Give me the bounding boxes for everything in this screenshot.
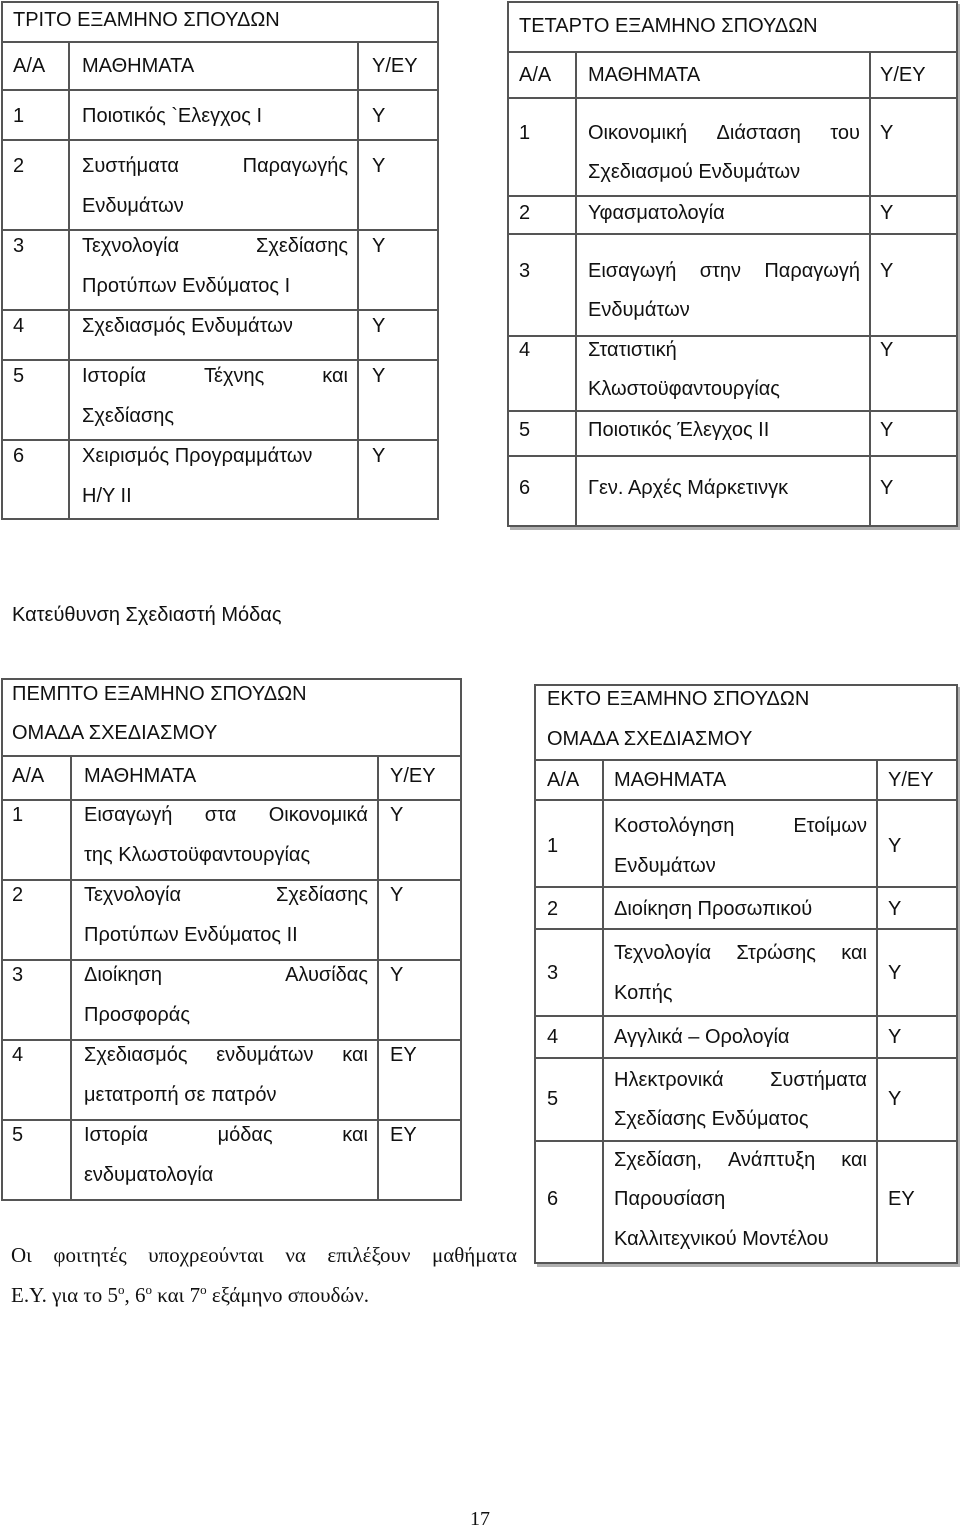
course-name: Σχεδιασμός ενδυμάτων και xyxy=(84,1044,368,1066)
course-name: Ηλεκτρονικά Συστήματα xyxy=(614,1069,867,1091)
course-type: ΕΥ xyxy=(390,1044,417,1066)
row-no: 5 xyxy=(13,365,25,387)
course-name-line2: Ενδυμάτων xyxy=(588,299,690,321)
header-no: Α/Α xyxy=(519,64,552,86)
row-no: 2 xyxy=(12,884,24,906)
header-courses: ΜΑΘΗΜΑΤΑ xyxy=(82,55,195,77)
course-type: Υ xyxy=(372,365,386,387)
course-name: Τεχνολογία Σχεδίασης xyxy=(84,884,368,906)
course-type: Υ xyxy=(888,835,902,857)
course-type: Υ xyxy=(390,804,404,826)
course-name-line2: Ενδυμάτων xyxy=(614,855,716,877)
course-type: Υ xyxy=(880,419,894,441)
course-name-line2: Παρουσίαση xyxy=(614,1188,726,1210)
table-title: ΠΕΜΠΤΟ ΕΞΑΜΗΝΟ ΣΠΟΥΔΩΝ xyxy=(12,683,307,705)
row-no: 3 xyxy=(12,964,24,986)
row-no: 4 xyxy=(12,1044,24,1066)
course-type: ΕΥ xyxy=(888,1188,915,1210)
course-name-line2: Προτύπων Ενδύματος Ι xyxy=(82,275,291,297)
row-no: 1 xyxy=(547,835,559,857)
row-no: 3 xyxy=(519,260,531,282)
footnote-line2: Ε.Υ. για το $5^o$, $6^o$ και $7^o$ εξάμηνο σπουδών. xyxy=(11,1282,369,1307)
course-name: Συστήματα Παραγωγής xyxy=(82,155,348,177)
course-type: Υ xyxy=(888,1026,902,1048)
course-name-line2: Προσφοράς xyxy=(84,1004,190,1026)
course-name-line2: Κλωστοϋφαντουργίας xyxy=(588,378,780,400)
course-type: ΕΥ xyxy=(390,1124,417,1146)
course-type: Υ xyxy=(880,477,894,499)
course-type: Υ xyxy=(888,1088,902,1110)
course-name: Υφασματολογία xyxy=(588,202,725,224)
course-type: Υ xyxy=(880,122,894,144)
course-type: Υ xyxy=(372,445,386,467)
header-courses: ΜΑΘΗΜΑΤΑ xyxy=(84,765,197,787)
header-type: Υ/ΕΥ xyxy=(888,769,934,791)
row-no: 1 xyxy=(13,105,25,127)
course-name: Χειρισμός Προγραμμάτων xyxy=(82,445,313,467)
course-type: Υ xyxy=(372,235,386,257)
header-type: Υ/ΕΥ xyxy=(880,64,926,86)
course-name-line2: Σχεδίασης xyxy=(82,405,175,427)
course-type: Υ xyxy=(390,884,404,906)
course-name: Εισαγωγή στην Παραγωγή xyxy=(588,260,860,282)
footnote-line1: Οι φοιτητές υποχρεούνται να επιλέξουν μαθήματα xyxy=(11,1243,517,1267)
row-no: 5 xyxy=(547,1088,559,1110)
row-no: 2 xyxy=(519,202,531,224)
course-name-line2: Σχεδίασης Ενδύματος xyxy=(614,1108,809,1130)
course-name-line2: μετατροπή σε πατρόν xyxy=(84,1084,277,1106)
course-name: Διοίκηση Προσωπικού xyxy=(614,898,813,920)
course-name-line3: Καλλιτεχνικού Μοντέλου xyxy=(614,1228,829,1250)
header-type: Υ/ΕΥ xyxy=(390,765,436,787)
row-no: 5 xyxy=(519,419,531,441)
course-name: Αγγλικά – Ορολογία xyxy=(614,1026,790,1048)
course-type: Υ xyxy=(888,962,902,984)
course-name-line2: Η/Υ ΙΙ xyxy=(82,485,132,507)
course-type: Υ xyxy=(880,202,894,224)
course-name-line2: Προτύπων Ενδύματος ΙΙ xyxy=(84,924,298,946)
header-type: Υ/ΕΥ xyxy=(372,55,418,77)
course-type: Υ xyxy=(880,260,894,282)
course-type: Υ xyxy=(372,155,386,177)
course-name: Τεχνολογία Σχεδίασης xyxy=(82,235,348,257)
course-type: Υ xyxy=(390,964,404,986)
course-name: Διοίκηση Αλυσίδας xyxy=(84,964,368,986)
course-name: Ιστορία Τέχνης και xyxy=(82,365,348,387)
table-title: ΕΚΤΟ ΕΞΑΜΗΝΟ ΣΠΟΥΔΩΝ xyxy=(547,688,810,710)
header-no: Α/Α xyxy=(12,765,45,787)
course-type: Υ xyxy=(888,898,902,920)
course-name-line2: Ενδυμάτων xyxy=(82,195,184,217)
table-frame xyxy=(1,1,439,520)
row-no: 3 xyxy=(13,235,25,257)
course-name: Ιστορία μόδας και xyxy=(84,1124,368,1146)
course-name: Σχεδιασμός Ενδυμάτων xyxy=(82,315,293,337)
row-no: 6 xyxy=(13,445,25,467)
course-name-line2: ενδυματολογία xyxy=(84,1164,214,1186)
direction-heading: Κατεύθυνση Σχεδιαστή Μόδας xyxy=(12,604,282,626)
course-type: Υ xyxy=(372,315,386,337)
page-number: 17 xyxy=(470,1508,490,1530)
header-no: Α/Α xyxy=(547,769,580,791)
course-name: Κοστολόγηση Ετοίμων xyxy=(614,815,867,837)
course-name: Ποιοτικός `Ελεγχος Ι xyxy=(82,105,263,127)
row-no: 5 xyxy=(12,1124,24,1146)
table-title: ΤΡΙΤΟ ΕΞΑΜΗΝΟ ΣΠΟΥΔΩΝ xyxy=(13,9,280,31)
course-name-line2: της Κλωστοϋφαντουργίας xyxy=(84,844,311,866)
course-name: Στατιστική xyxy=(588,339,677,361)
row-no: 1 xyxy=(519,122,531,144)
row-no: 3 xyxy=(547,962,559,984)
course-name: Γεν. Αρχές Μάρκετινγκ xyxy=(588,477,789,499)
course-name-line2: Κοπής xyxy=(614,982,673,1004)
header-courses: ΜΑΘΗΜΑΤΑ xyxy=(588,64,701,86)
header-no: Α/Α xyxy=(13,55,46,77)
table-title: ΤΕΤΑΡΤΟ ΕΞΑΜΗΝΟ ΣΠΟΥΔΩΝ xyxy=(519,15,818,37)
row-no: 4 xyxy=(13,315,25,337)
course-type: Υ xyxy=(880,339,894,361)
row-no: 1 xyxy=(12,804,24,826)
row-no: 6 xyxy=(519,477,531,499)
course-name: Οικονομική Διάσταση του xyxy=(588,122,860,144)
course-name: Σχεδίαση, Ανάπτυξη και xyxy=(614,1149,867,1171)
row-no: 4 xyxy=(519,339,531,361)
row-no: 2 xyxy=(13,155,25,177)
course-type: Υ xyxy=(372,105,386,127)
row-no: 4 xyxy=(547,1026,559,1048)
group-title: ΟΜΑΔΑ ΣΧΕΔΙΑΣΜΟΥ xyxy=(547,728,753,750)
course-name-line2: Σχεδιασμού Ενδυμάτων xyxy=(588,161,801,183)
header-courses: ΜΑΘΗΜΑΤΑ xyxy=(614,769,727,791)
course-name: Τεχνολογία Στρώσης και xyxy=(614,942,867,964)
course-name: Εισαγωγή στα Οικονομικά xyxy=(84,804,368,826)
course-name: Ποιοτικός Έλεγχος ΙΙ xyxy=(588,419,770,441)
group-title: ΟΜΑΔΑ ΣΧΕΔΙΑΣΜΟΥ xyxy=(12,722,218,744)
row-no: 2 xyxy=(547,898,559,920)
row-no: 6 xyxy=(547,1188,559,1210)
